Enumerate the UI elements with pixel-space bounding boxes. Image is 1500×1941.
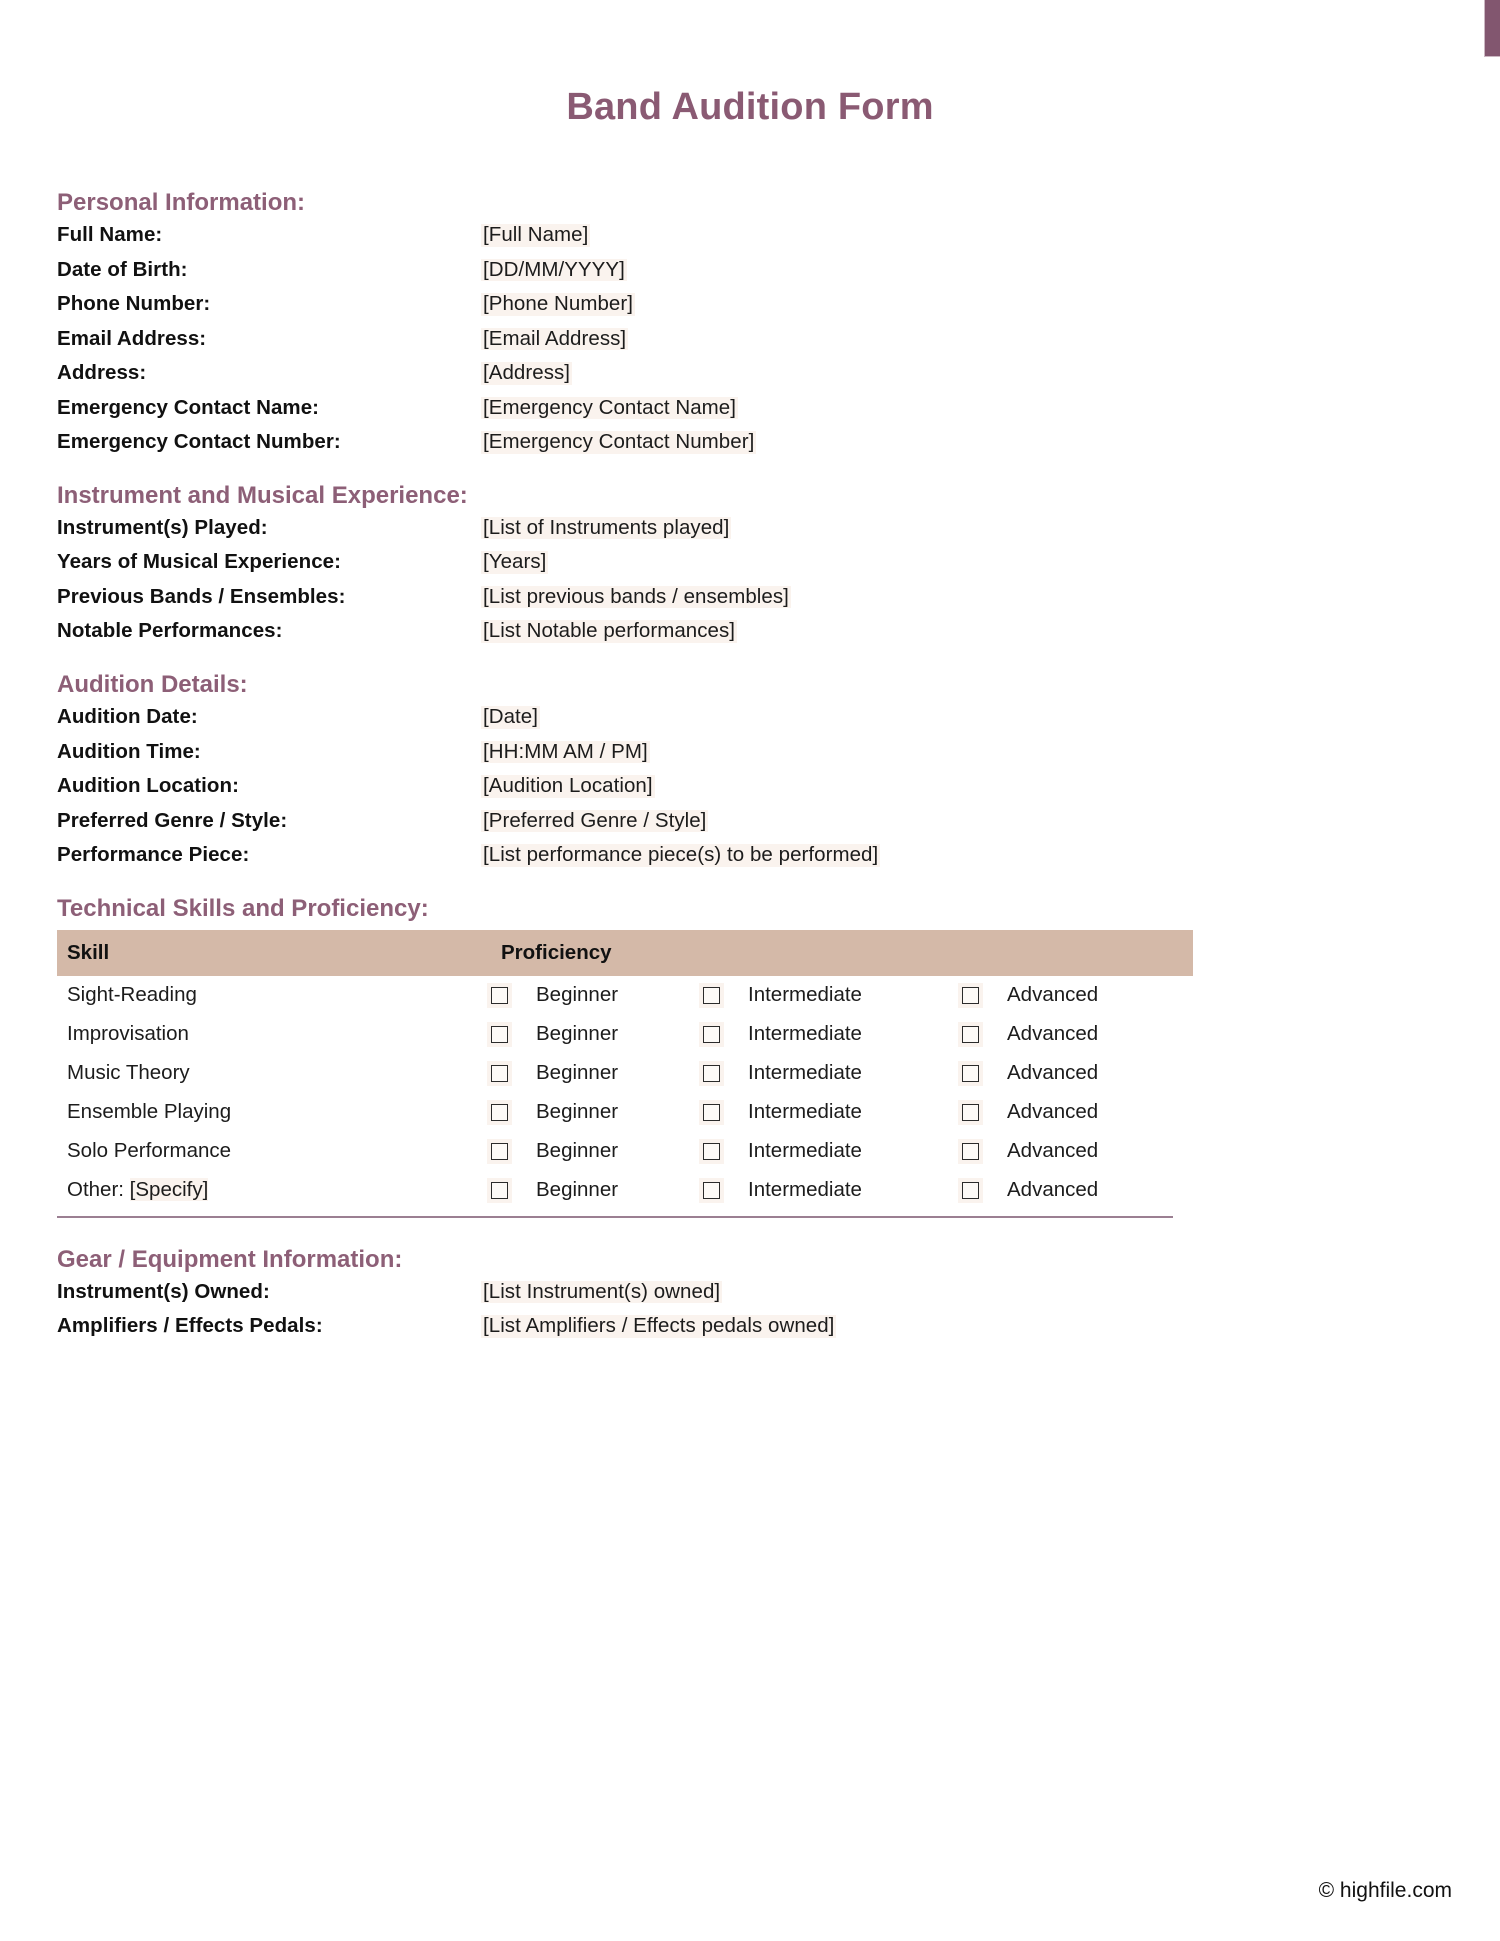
proficiency-option-label: Beginner (536, 1100, 619, 1124)
proficiency-cell (491, 1132, 1193, 1171)
proficiency-option-label: Intermediate (748, 983, 862, 1007)
proficiency-option-label: Intermediate (748, 1100, 862, 1124)
checkbox-icon[interactable] (962, 1026, 979, 1043)
skills-proficiency-table (57, 930, 1193, 1210)
section-heading-skills: Technical Skills and Proficiency: (57, 894, 429, 922)
proficiency-option[interactable] (962, 1022, 1183, 1046)
section-instrument-experience (57, 480, 1452, 643)
proficiency-options (491, 1022, 1193, 1046)
field-row (57, 1281, 1452, 1304)
column-header-skill: Skill (57, 930, 491, 976)
table-row (57, 1054, 1193, 1093)
proficiency-option[interactable] (703, 1022, 962, 1046)
proficiency-option-label: Intermediate (748, 1139, 862, 1163)
field-label: Address: (57, 361, 147, 385)
field-row (57, 586, 1452, 609)
section-personal-information (57, 187, 1452, 454)
proficiency-cell (491, 976, 1193, 1015)
field-label: Emergency Contact Name: (57, 395, 320, 419)
section-audition-details (57, 669, 1452, 867)
field-row (57, 259, 1452, 282)
field-row (57, 810, 1452, 833)
proficiency-option[interactable] (491, 1139, 703, 1163)
proficiency-option-label: Advanced (1007, 1139, 1099, 1163)
field-row (57, 362, 1452, 385)
checkbox-icon[interactable] (491, 1065, 508, 1082)
gear-fields-list (57, 1281, 1452, 1338)
proficiency-option-label: Intermediate (748, 1022, 862, 1046)
field-value[interactable]: [Date] (483, 705, 538, 729)
checkbox-icon[interactable] (703, 1182, 720, 1199)
checkbox-icon[interactable] (962, 1182, 979, 1199)
proficiency-option-label: Intermediate (748, 1061, 862, 1085)
proficiency-options (491, 1139, 1193, 1163)
field-label: Instrument(s) Owned: (57, 1279, 270, 1303)
proficiency-option[interactable] (703, 1100, 962, 1124)
field-label: Phone Number: (57, 292, 211, 316)
field-label: Emergency Contact Number: (57, 430, 341, 454)
proficiency-option[interactable] (491, 1178, 703, 1202)
column-header-proficiency: Proficiency (491, 930, 1193, 976)
table-row (57, 1132, 1193, 1171)
checkbox-icon[interactable] (962, 1143, 979, 1160)
skills-table-body (57, 976, 1193, 1210)
field-label: Amplifiers / Effects Pedals: (57, 1314, 323, 1338)
proficiency-option-label: Advanced (1007, 1061, 1099, 1085)
checkbox-icon[interactable] (491, 987, 508, 1004)
field-label: Notable Performances: (57, 619, 283, 643)
field-value[interactable]: [Address] (483, 361, 571, 385)
field-label: Instrument(s) Played: (57, 515, 268, 539)
field-row (57, 706, 1452, 729)
proficiency-options (491, 1061, 1193, 1085)
field-label: Years of Musical Experience: (57, 550, 341, 574)
skill-name-cell (57, 1015, 491, 1054)
proficiency-option[interactable] (962, 983, 1183, 1007)
field-value[interactable]: [Full Name] (483, 223, 589, 247)
field-value[interactable]: [Emergency Contact Name] (483, 395, 736, 419)
checkbox-icon[interactable] (703, 1026, 720, 1043)
proficiency-options (491, 1100, 1193, 1124)
table-row (57, 1171, 1193, 1210)
checkbox-icon[interactable] (491, 1143, 508, 1160)
proficiency-option[interactable] (703, 983, 962, 1007)
proficiency-option[interactable] (491, 1022, 703, 1046)
field-row (57, 620, 1452, 643)
section-heading-audition: Audition Details: (57, 670, 248, 698)
field-row (57, 293, 1452, 316)
skill-name-cell (57, 1093, 491, 1132)
proficiency-option-label: Beginner (536, 1178, 619, 1202)
checkbox-icon[interactable] (491, 1104, 508, 1121)
checkbox-icon[interactable] (962, 1104, 979, 1121)
checkbox-icon[interactable] (962, 1065, 979, 1082)
skills-table-bottom-rule (57, 1216, 1173, 1218)
field-value[interactable]: [Phone Number] (483, 292, 633, 316)
field-value[interactable]: [Years] (483, 550, 547, 574)
audition-fields-list (57, 706, 1452, 867)
field-value[interactable]: [DD/MM/YYYY] (483, 257, 625, 281)
table-row (57, 1015, 1193, 1054)
skill-label: Solo Performance (67, 1139, 232, 1163)
proficiency-cell (491, 1015, 1193, 1054)
field-value[interactable]: [List Instrument(s) owned] (483, 1279, 721, 1303)
table-row (57, 1093, 1193, 1132)
field-value[interactable]: [List previous bands / ensembles] (483, 584, 789, 608)
section-gear-equipment (57, 1244, 1452, 1338)
proficiency-option[interactable] (703, 1061, 962, 1085)
checkbox-icon[interactable] (491, 1026, 508, 1043)
proficiency-option[interactable] (962, 1061, 1183, 1085)
skill-label-placeholder[interactable]: [Specify] (129, 1178, 209, 1202)
checkbox-icon[interactable] (962, 987, 979, 1004)
field-value[interactable]: [List of Instruments played] (483, 515, 730, 539)
field-value[interactable]: [List performance piece(s) to be performed] (483, 843, 879, 867)
checkbox-icon[interactable] (703, 987, 720, 1004)
proficiency-option[interactable] (703, 1178, 962, 1202)
skill-name-cell (57, 976, 491, 1015)
field-label: Previous Bands / Ensembles: (57, 584, 346, 608)
field-value[interactable]: [Audition Location] (483, 774, 653, 798)
proficiency-options (491, 1178, 1193, 1202)
field-row (57, 741, 1452, 764)
proficiency-cell (491, 1093, 1193, 1132)
skill-label-text: Other: (67, 1178, 130, 1202)
proficiency-option-label: Beginner (536, 983, 619, 1007)
field-row (57, 844, 1452, 867)
skill-label (57, 1178, 491, 1202)
field-value[interactable]: [HH:MM AM / PM] (483, 739, 648, 763)
section-heading-instrument: Instrument and Musical Experience: (57, 481, 468, 509)
skills-table-head (57, 930, 1193, 976)
field-row (57, 775, 1452, 798)
field-label: Performance Piece: (57, 843, 250, 867)
proficiency-option-label: Advanced (1007, 1022, 1099, 1046)
section-heading-gear: Gear / Equipment Information: (57, 1245, 403, 1273)
checkbox-icon[interactable] (703, 1104, 720, 1121)
field-row (57, 1315, 1452, 1338)
field-label: Audition Location: (57, 774, 239, 798)
page-title: Band Audition Form (566, 86, 934, 128)
proficiency-option-label: Advanced (1007, 983, 1099, 1007)
proficiency-option-label: Advanced (1007, 1178, 1099, 1202)
field-value[interactable]: [Emergency Contact Number] (483, 430, 755, 454)
field-row (57, 328, 1452, 351)
checkbox-icon[interactable] (703, 1065, 720, 1082)
table-row (57, 976, 1193, 1015)
proficiency-option[interactable] (491, 1061, 703, 1085)
field-value[interactable]: [Preferred Genre / Style] (483, 808, 707, 832)
proficiency-option[interactable] (962, 1178, 1183, 1202)
field-label: Audition Time: (57, 739, 201, 763)
section-heading-personal: Personal Information: (57, 189, 306, 216)
field-label: Preferred Genre / Style: (57, 808, 288, 832)
proficiency-option[interactable] (703, 1139, 962, 1163)
field-label: Audition Date: (57, 705, 198, 729)
skill-label: Improvisation (67, 1022, 189, 1046)
personal-fields-list (57, 224, 1452, 454)
proficiency-option-label: Beginner (536, 1022, 619, 1046)
field-value[interactable]: [List Amplifiers / Effects pedals owned] (483, 1314, 835, 1338)
field-label: Date of Birth: (57, 257, 188, 281)
document-body (0, 187, 1500, 1338)
skill-name-cell (57, 1132, 491, 1171)
footer-copyright: © highfile.com (1318, 1879, 1452, 1902)
proficiency-option[interactable] (491, 1100, 703, 1124)
skill-label: Ensemble Playing (67, 1100, 232, 1124)
proficiency-option[interactable] (491, 983, 703, 1007)
field-row (57, 551, 1452, 574)
proficiency-cell (491, 1171, 1193, 1210)
field-value[interactable]: [List Notable performances] (483, 619, 736, 643)
skill-name-cell (57, 1171, 491, 1210)
proficiency-option-label: Intermediate (748, 1178, 862, 1202)
proficiency-cell (491, 1054, 1193, 1093)
section-technical-skills (57, 893, 1452, 1218)
field-row (57, 224, 1452, 247)
proficiency-option-label: Beginner (536, 1139, 619, 1163)
corner-accent-bar (1484, 0, 1500, 57)
proficiency-option[interactable] (962, 1100, 1183, 1124)
skills-table-header-row (57, 930, 1193, 976)
skill-label: Sight-Reading (67, 983, 197, 1007)
proficiency-option-label: Beginner (536, 1061, 619, 1085)
skill-label: Music Theory (67, 1061, 190, 1085)
field-row (57, 397, 1452, 420)
proficiency-option-label: Advanced (1007, 1100, 1099, 1124)
field-row (57, 517, 1452, 540)
field-label: Email Address: (57, 326, 207, 350)
checkbox-icon[interactable] (703, 1143, 720, 1160)
proficiency-option[interactable] (962, 1139, 1183, 1163)
skill-name-cell (57, 1054, 491, 1093)
instrument-fields-list (57, 517, 1452, 643)
field-label: Full Name: (57, 223, 163, 247)
proficiency-options (491, 983, 1193, 1007)
checkbox-icon[interactable] (491, 1182, 508, 1199)
field-value[interactable]: [Email Address] (483, 326, 627, 350)
field-row (57, 431, 1452, 454)
